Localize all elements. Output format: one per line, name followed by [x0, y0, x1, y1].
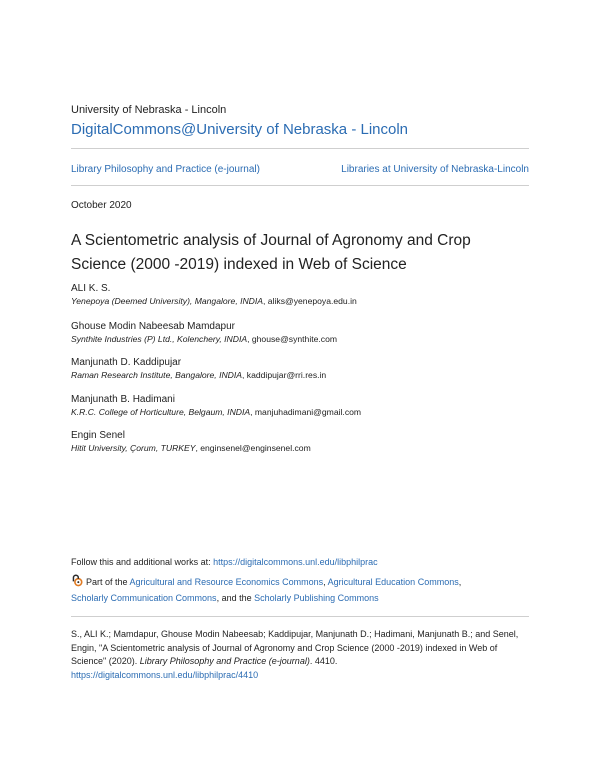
author-affiliation: Yenepoya (Deemed University), Mangalore, INDIA [71, 296, 264, 306]
author-affiliation: Raman Research Institute, Bangalore, INDIA [71, 370, 243, 380]
citation-journal: Library Philosophy and Practice (e-journal) [139, 656, 310, 666]
author-name: Manjunath B. Hadimani [71, 394, 175, 405]
author-block: Manjunath D. Kaddipujar Raman Research Institute, Bangalore, INDIA, kaddipujar@rri.res.in [71, 356, 531, 382]
author-affiliation: Hitit University, Çorum, TURKEY [71, 443, 196, 453]
follow-link[interactable]: https://digitalcommons.unl.edu/libphilprac [213, 557, 378, 567]
author-email: ghouse@synthite.com [251, 334, 338, 344]
part-of-prefix: Part of the [86, 577, 130, 587]
author-affiliation: Synthite Industries (P) Ltd., Kolenchery, INDIA [71, 334, 248, 344]
commons-link-scholarly-publishing[interactable]: Scholarly Publishing Commons [254, 593, 379, 603]
author-block: Engin Senel Hitit University, Çorum, TURKEY, enginsenel@enginsenel.com [71, 429, 531, 455]
commons-link-ag-econ[interactable]: Agricultural and Resource Economics Commons [129, 577, 324, 587]
separator: , and the [216, 593, 255, 603]
institution-name: University of Nebraska - Lincoln [71, 104, 227, 116]
recommended-citation [71, 628, 531, 682]
publication-date: October 2020 [71, 200, 132, 211]
author-name: ALI K. S. [71, 283, 111, 294]
separator: , [458, 577, 462, 587]
author-email: kaddipujar@rri.res.in [246, 370, 327, 380]
follow-line [71, 557, 378, 567]
divider [71, 616, 529, 617]
title-line-1: A Scientometric analysis of Journal of Agronomy and Crop [71, 232, 471, 249]
author-block: ALI K. S. Yenepoya (Deemed University), Mangalore, INDIA, aliks@yenepoya.edu.in [71, 282, 531, 308]
author-name: Ghouse Modin Nabeesab Mamdapur [71, 321, 235, 332]
citation-number: . 4410. [309, 656, 338, 666]
site-title-link[interactable]: DigitalCommons@University of Nebraska - Lincoln [71, 121, 409, 138]
open-access-icon [71, 574, 84, 587]
follow-text: Follow this and additional works at: [71, 557, 214, 567]
title-line-2: Science (2000 -2019) indexed in Web of Science [71, 256, 407, 273]
author-email: enginsenel@enginsenel.com [200, 443, 311, 453]
article-title [71, 229, 531, 277]
citation-text: S., ALI K.; Mamdapur, Ghouse Modin Nabeesab; Kaddipujar, Manjunath D.; Hadimani, Manjunath B.; and Senel, Engin, "A Scientometric analysis of Journal of Agronomy and Crop Science (2000 -2019) indexed in Web of Science" (2020). [71, 629, 519, 666]
libraries-link[interactable]: Libraries at University of Nebraska-Lincoln [341, 164, 529, 175]
author-email: aliks@yenepoya.edu.in [267, 296, 357, 306]
commons-link-ag-education[interactable]: Agricultural Education Commons [327, 577, 459, 587]
divider [71, 185, 529, 186]
separator: , [323, 577, 328, 587]
part-of-commons [71, 574, 531, 606]
author-email: manjuhadimani@gmail.com [254, 407, 362, 417]
author-name: Engin Senel [71, 430, 125, 441]
author-affiliation: K.R.C. College of Horticulture, Belgaum, INDIA [71, 407, 251, 417]
commons-link-scholarly-communication[interactable]: Scholarly Communication Commons [71, 593, 217, 603]
citation-url[interactable]: https://digitalcommons.unl.edu/libphilprac/4410 [71, 669, 259, 680]
author-block: Manjunath B. Hadimani K.R.C. College of Horticulture, Belgaum, INDIA, manjuhadimani@gmail.com [71, 393, 531, 419]
author-block: Ghouse Modin Nabeesab Mamdapur Synthite Industries (P) Ltd., Kolenchery, INDIA, ghouse@synthite.com [71, 320, 531, 346]
divider [71, 148, 529, 149]
journal-link[interactable]: Library Philosophy and Practice (e-journal) [71, 164, 260, 175]
author-name: Manjunath D. Kaddipujar [71, 357, 182, 368]
